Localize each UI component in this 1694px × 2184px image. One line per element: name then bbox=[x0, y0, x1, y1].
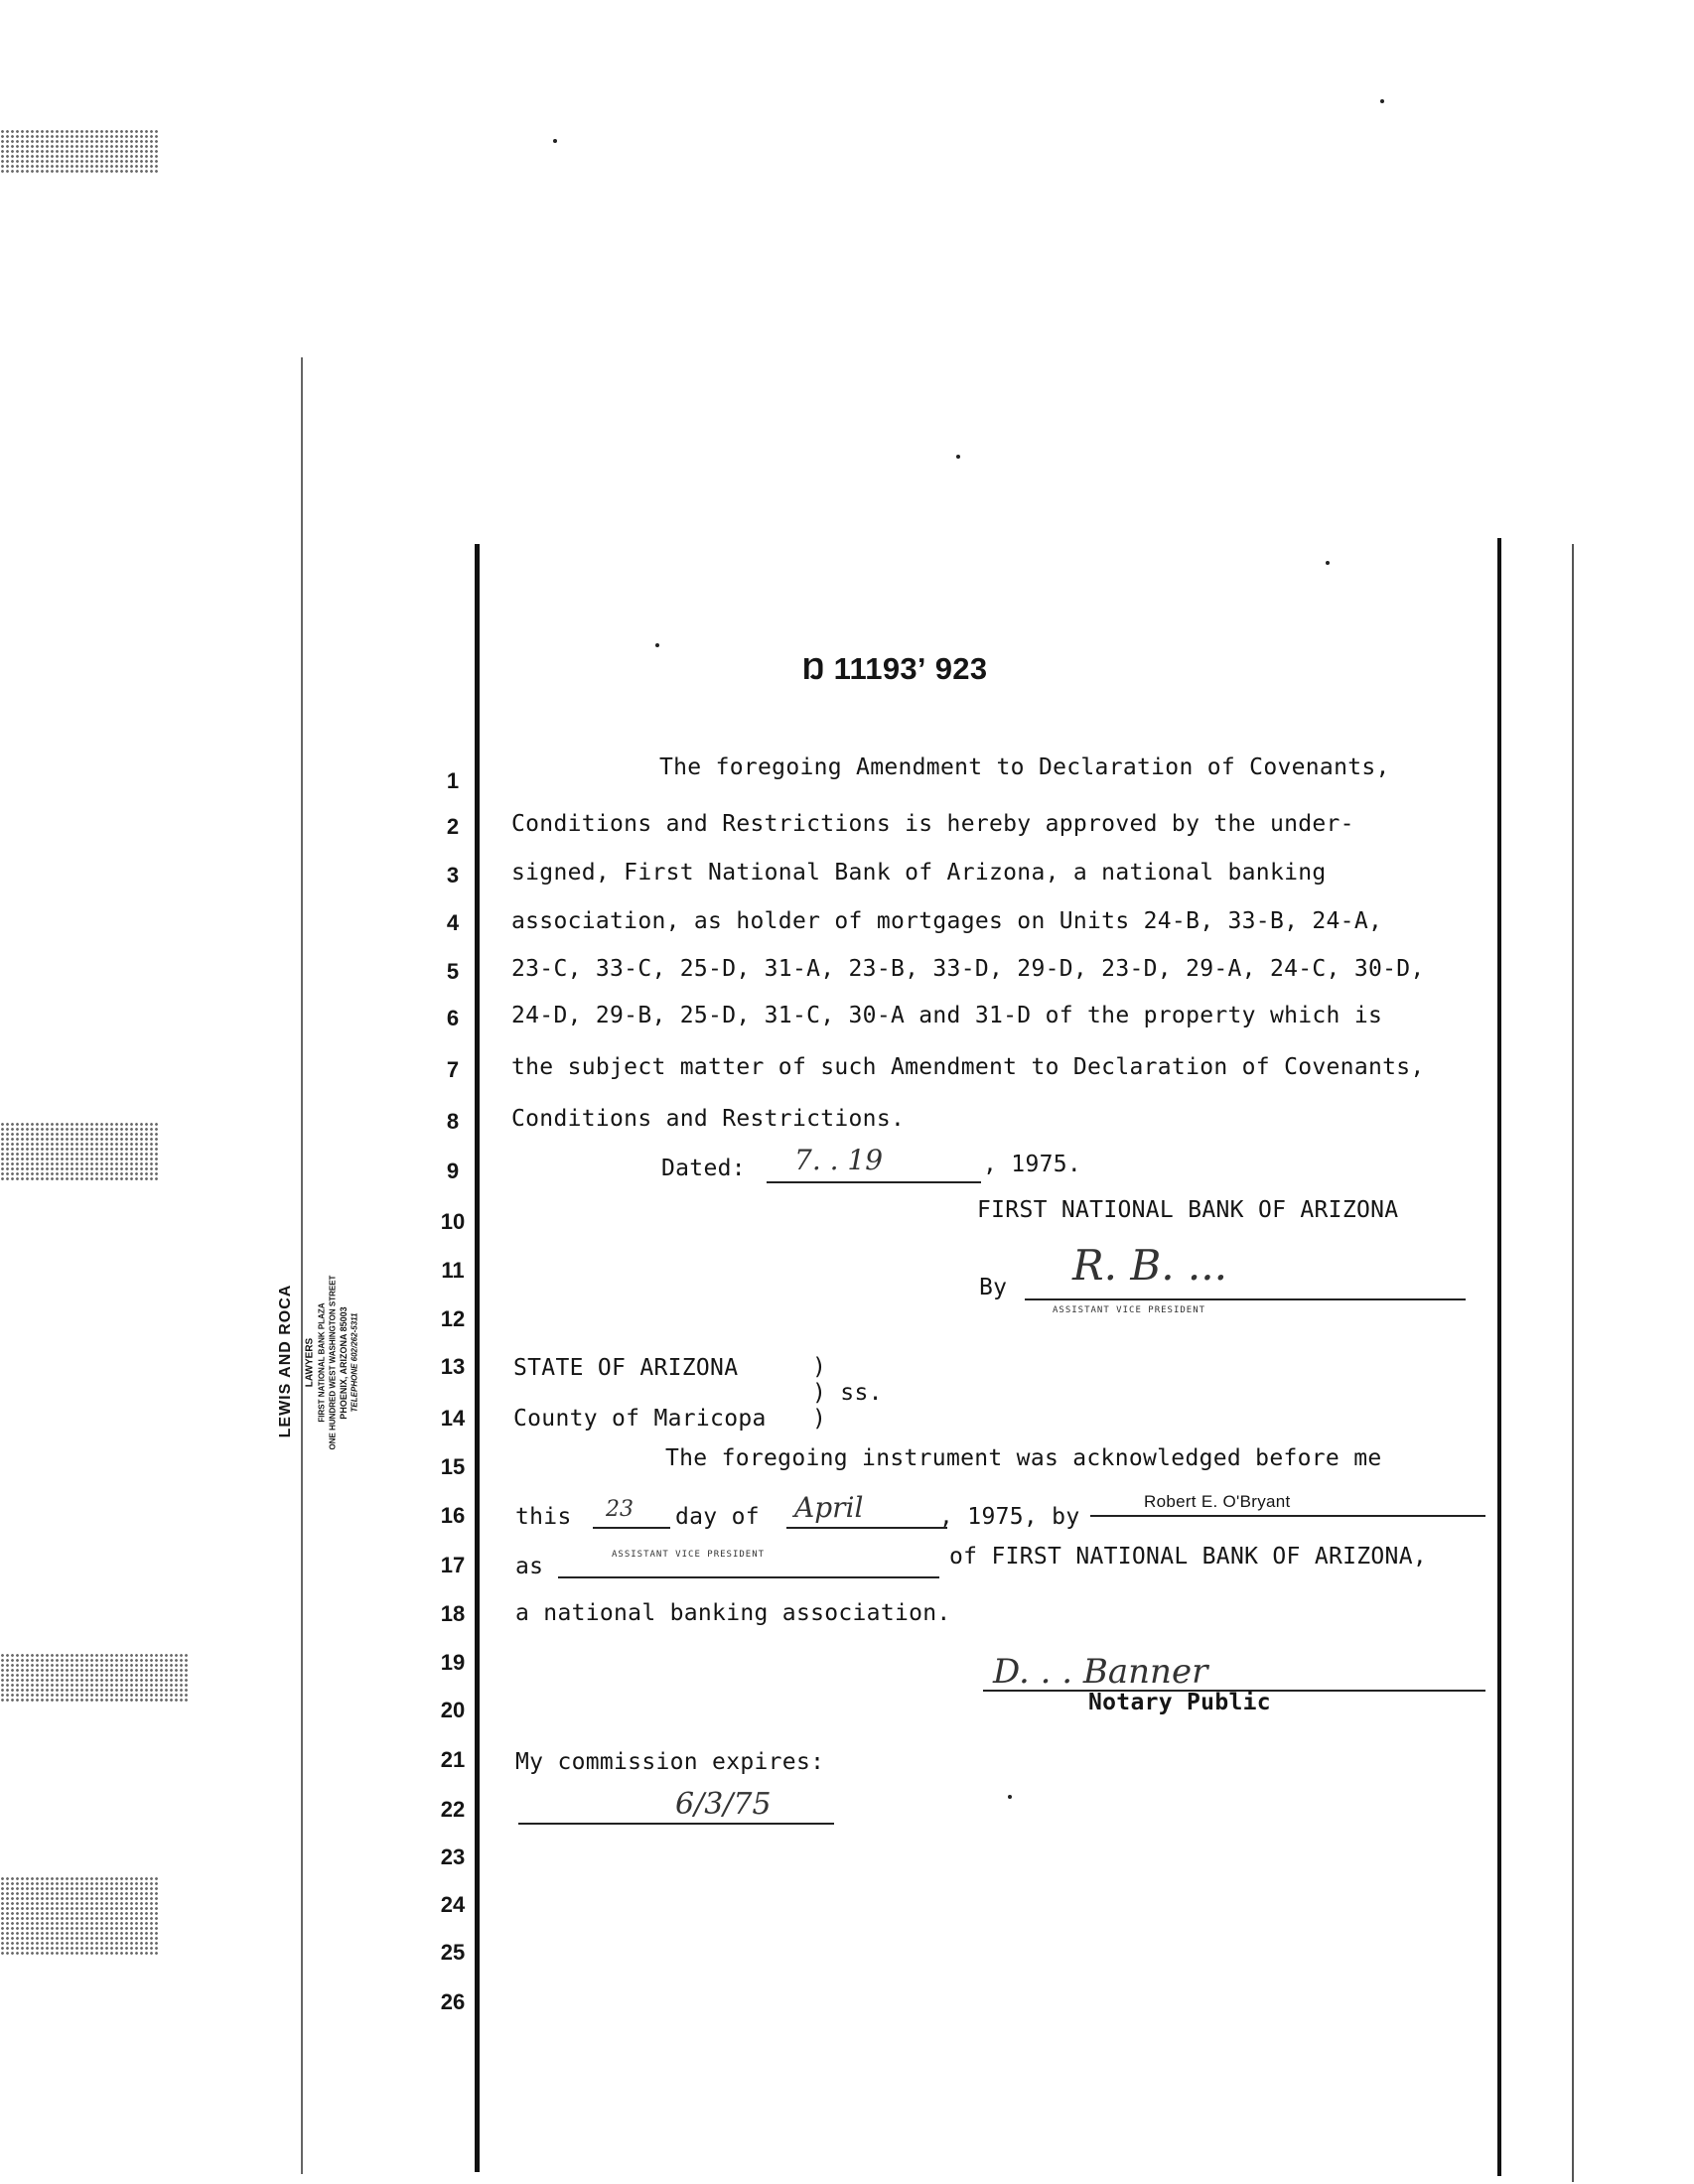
line-number: 3 bbox=[446, 863, 460, 887]
notary-signature-line bbox=[983, 1668, 1485, 1692]
notary-signature: D. . . Banner bbox=[993, 1652, 1208, 1692]
day-handwritten: 23 bbox=[606, 1497, 634, 1522]
line-number: 15 bbox=[440, 1454, 466, 1479]
scan-speck bbox=[956, 455, 960, 459]
law-firm-address-1: FIRST NATIONAL BANK PLAZA bbox=[317, 1302, 327, 1423]
venue-county: County of Maricopa bbox=[513, 1406, 767, 1432]
bank-signature: R. B. ... bbox=[1072, 1241, 1227, 1290]
scan-halftone-patch bbox=[0, 1653, 189, 1703]
line-number: 26 bbox=[440, 1989, 466, 2014]
dated-year: , 1975. bbox=[983, 1152, 1082, 1177]
ack-of-bank: of FIRST NATIONAL BANK OF ARIZONA, bbox=[949, 1544, 1428, 1570]
law-firm-stamp bbox=[248, 1221, 447, 1509]
line-number: 24 bbox=[440, 1892, 466, 1917]
line-number: 8 bbox=[446, 1109, 460, 1134]
ack-as: as bbox=[515, 1554, 544, 1579]
ack-this: this bbox=[515, 1504, 572, 1530]
bank-name: FIRST NATIONAL BANK OF ARIZONA bbox=[977, 1197, 1399, 1223]
officer-name: Robert E. O'Bryant bbox=[1144, 1492, 1291, 1511]
law-firm-address-3: PHOENIX, ARIZONA 85003 bbox=[339, 1306, 349, 1420]
venue-paren-3: ) bbox=[812, 1406, 827, 1432]
line-number: 22 bbox=[440, 1797, 466, 1822]
document-number: Ŋ 11193ʼ 923 bbox=[802, 651, 988, 686]
approval-line-6: 24-D, 29-B, 25-D, 31-C, 30-A and 31-D of the property which is bbox=[511, 1003, 1383, 1028]
line-number: 5 bbox=[446, 959, 460, 984]
law-firm-lawyers: LAWYERS bbox=[304, 1337, 316, 1388]
law-firm-phone: TELEPHONE 602/262-5311 bbox=[350, 1312, 359, 1413]
line-number: 20 bbox=[440, 1698, 466, 1722]
notary-public-label: Notary Public bbox=[1088, 1690, 1271, 1715]
law-firm-name: LEWIS AND ROCA bbox=[277, 1284, 294, 1438]
line-number: 17 bbox=[440, 1553, 466, 1577]
line-number: 14 bbox=[440, 1406, 466, 1431]
commission-date: 6/3/75 bbox=[675, 1787, 772, 1822]
law-firm-address-2: ONE HUNDRED WEST WASHINGTON STREET bbox=[328, 1275, 338, 1450]
scan-speck bbox=[553, 139, 557, 143]
line-number: 10 bbox=[440, 1209, 466, 1234]
approval-line-1: The foregoing Amendment to Declaration of Covenants, bbox=[659, 754, 1390, 780]
line-number: 19 bbox=[440, 1650, 466, 1675]
line-number: 21 bbox=[440, 1747, 466, 1772]
venue-paren-ss: ) ss. bbox=[812, 1380, 883, 1406]
line-number: 25 bbox=[440, 1940, 466, 1965]
venue-paren-1: ) bbox=[812, 1354, 827, 1380]
venue-state: STATE OF ARIZONA bbox=[513, 1355, 739, 1381]
approval-line-7: the subject matter of such Amendment to Declaration of Covenants, bbox=[511, 1054, 1425, 1080]
line-number: 13 bbox=[440, 1354, 466, 1379]
by-label: By bbox=[979, 1275, 1008, 1300]
line-number: 12 bbox=[440, 1306, 466, 1331]
scan-speck bbox=[1380, 99, 1384, 103]
scan-halftone-patch bbox=[0, 129, 159, 174]
right-margin-rule-outer bbox=[1572, 544, 1574, 2182]
ack-line-18: a national banking association. bbox=[515, 1600, 951, 1626]
scan-speck bbox=[1326, 561, 1330, 565]
scan-speck bbox=[655, 643, 659, 647]
line-number: 18 bbox=[440, 1601, 466, 1626]
approval-line-4: association, as holder of mortgages on Units 24-B, 33-B, 24-A, bbox=[511, 908, 1383, 934]
scan-halftone-patch bbox=[0, 1876, 159, 1956]
line-number: 16 bbox=[440, 1503, 466, 1528]
dated-handwritten: 7. . 19 bbox=[794, 1144, 884, 1176]
ack-line-15: The foregoing instrument was acknowledged before me bbox=[665, 1445, 1382, 1471]
signature-caption: ASSISTANT VICE PRESIDENT bbox=[1053, 1305, 1206, 1315]
line-number: 23 bbox=[440, 1844, 466, 1869]
line-number: 1 bbox=[446, 768, 460, 793]
approval-line-3: signed, First National Bank of Arizona, a national banking bbox=[511, 860, 1327, 886]
line-number: 11 bbox=[441, 1258, 465, 1283]
line-number: 9 bbox=[446, 1159, 460, 1183]
left-margin-rule bbox=[475, 544, 480, 2172]
officer-title: ASSISTANT VICE PRESIDENT bbox=[612, 1550, 766, 1560]
line-number: 7 bbox=[446, 1057, 460, 1082]
approval-line-8: Conditions and Restrictions. bbox=[511, 1106, 906, 1132]
ack-day-of: day of bbox=[675, 1504, 760, 1530]
dated-label: Dated: bbox=[661, 1156, 746, 1181]
right-margin-rule bbox=[1497, 538, 1501, 2176]
line-number: 6 bbox=[446, 1006, 460, 1030]
approval-line-2: Conditions and Restrictions is hereby approved by the under- bbox=[511, 811, 1354, 837]
commission-label: My commission expires: bbox=[515, 1749, 825, 1775]
scan-speck bbox=[1008, 1795, 1012, 1799]
line-number: 4 bbox=[446, 910, 460, 935]
ack-year-by: , 1975, by bbox=[939, 1504, 1080, 1530]
line-number: 2 bbox=[446, 814, 460, 839]
scan-halftone-patch bbox=[0, 1122, 159, 1181]
month-handwritten: April bbox=[794, 1491, 864, 1524]
approval-line-5: 23-C, 33-C, 25-D, 31-A, 23-B, 33-D, 29-D, 23-D, 29-A, 24-C, 30-D, bbox=[511, 956, 1425, 982]
